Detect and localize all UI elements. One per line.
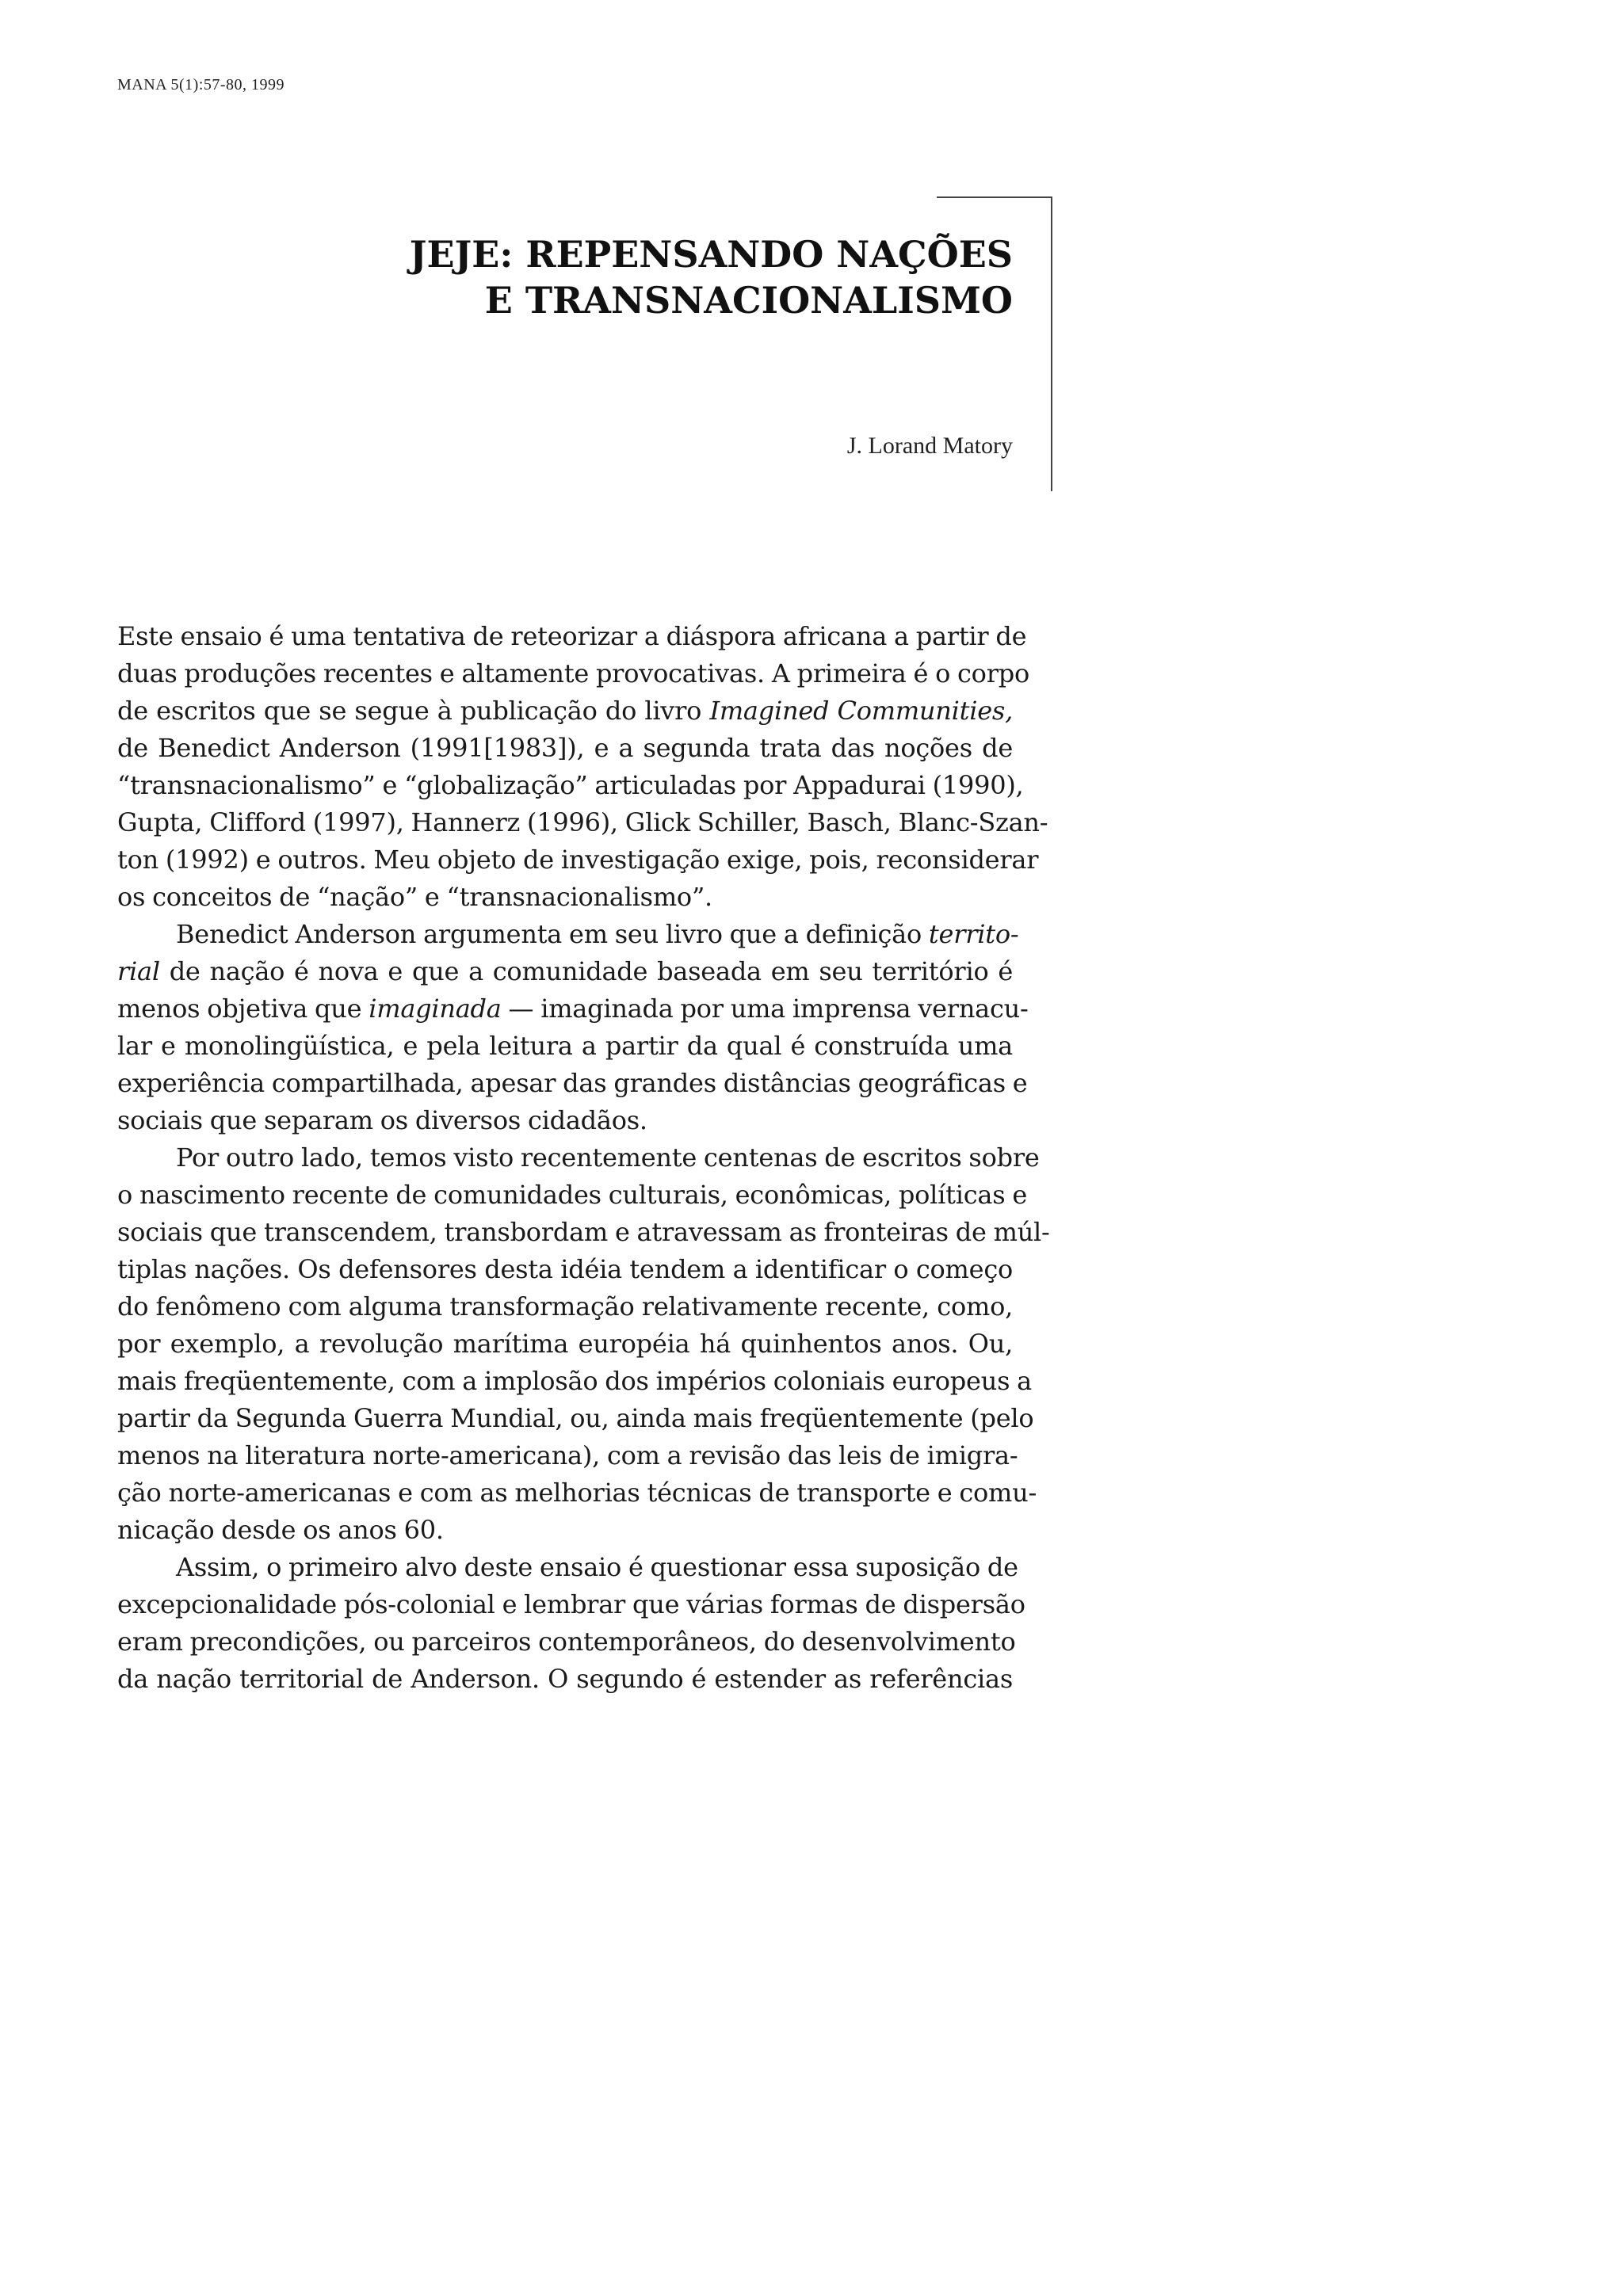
body-line — [117, 953, 1013, 990]
body-line: experiência compartilhada, apesar das grandes distâncias geográficas e — [117, 1068, 1028, 1098]
body-text-run: de escritos que se segue à publicação do livro — [117, 696, 710, 726]
body-line: “transnacionalismo” e “globalização” articuladas por Appadurai (1990), — [117, 770, 1024, 800]
body-line: ton (1992) e outros. Meu objeto de investigação exige, pois, reconsiderar — [117, 845, 1039, 875]
body-text-run: Benedict Anderson argumenta em seu livro que a definição — [176, 919, 929, 949]
body-line: sociais que separam os diversos cidadãos. — [117, 1105, 647, 1135]
body-line: do fenômeno com alguma transformação relativamente recente, como, — [117, 1291, 1013, 1322]
article-title — [410, 231, 1013, 323]
body-line: os conceitos de “nação” e “transnacionalismo”. — [117, 882, 712, 912]
body-line: Gupta, Clifford (1997), Hannerz (1996), Glick Schiller, Basch, Blanc-Szan- — [117, 807, 1048, 837]
article-body — [117, 618, 1050, 1698]
title-line-1: JEJE: REPENSANDO NAÇÕES — [409, 233, 1013, 276]
body-line: duas produções recentes e altamente provocativas. A primeira é o corpo — [117, 658, 1029, 688]
body-line: nicação desde os anos 60. — [117, 1515, 444, 1545]
book-title-italic: Imagined Communities, — [709, 696, 1014, 726]
body-line — [117, 916, 1019, 953]
body-line: ção norte-americanas e com as melhorias técnicas de transporte e comu- — [117, 1478, 1037, 1508]
author-name: J. Lorand Matory — [846, 433, 1013, 459]
body-line: o nascimento recente de comunidades culturais, econômicas, políticas e — [117, 1180, 1028, 1210]
body-text-run: menos objetiva que — [117, 994, 369, 1024]
title-line-2: E TRANSNACIONALISMO — [484, 279, 1013, 322]
body-line — [117, 990, 1029, 1028]
body-text-run: de nação é nova e que a comunidade baseada em seu território é — [159, 956, 1013, 986]
emphasis-italic: territo- — [928, 919, 1019, 949]
body-line: por exemplo, a revolução marítima européia há quinhentos anos. Ou, — [117, 1329, 1013, 1359]
body-line: Este ensaio é uma tentativa de reteorizar a diáspora africana a partir de — [117, 621, 1027, 651]
body-line: sociais que transcendem, transbordam e atravessam as fronteiras de múl- — [117, 1217, 1050, 1247]
body-line — [117, 692, 1013, 730]
body-line: de Benedict Anderson (1991[1983]), e a segunda trata das noções de — [117, 733, 1013, 763]
body-text-run: — imaginada por uma imprensa vernacu- — [501, 994, 1029, 1024]
body-line: eram precondições, ou parceiros contemporâneos, do desenvolvimento — [117, 1627, 1016, 1657]
body-line: mais freqüentemente, com a implosão dos impérios coloniais europeus a — [117, 1366, 1032, 1396]
body-line: tiplas nações. Os defensores desta idéia tendem a identificar o começo — [117, 1254, 1013, 1284]
body-line: Assim, o primeiro alvo deste ensaio é questionar essa suposição de — [176, 1552, 1018, 1582]
body-line: menos na literatura norte-americana), com a revisão das leis de imigra- — [117, 1440, 1018, 1470]
body-line: da nação territorial de Anderson. O segundo é estender as referências — [117, 1664, 1013, 1694]
emphasis-italic: rial — [117, 956, 160, 986]
body-line: excepcionalidade pós-colonial e lembrar que várias formas de dispersão — [117, 1589, 1025, 1619]
body-line: Por outro lado, temos visto recentemente centenas de escritos sobre — [176, 1142, 1040, 1173]
body-line: lar e monolingüística, e pela leitura a partir da qual é construída uma — [117, 1031, 1013, 1061]
emphasis-italic: imaginada — [369, 994, 502, 1024]
running-head: MANA 5(1):57-80, 1999 — [117, 76, 285, 93]
body-line: partir da Segunda Guerra Mundial, ou, ainda mais freqüentemente (pelo — [117, 1403, 1034, 1433]
